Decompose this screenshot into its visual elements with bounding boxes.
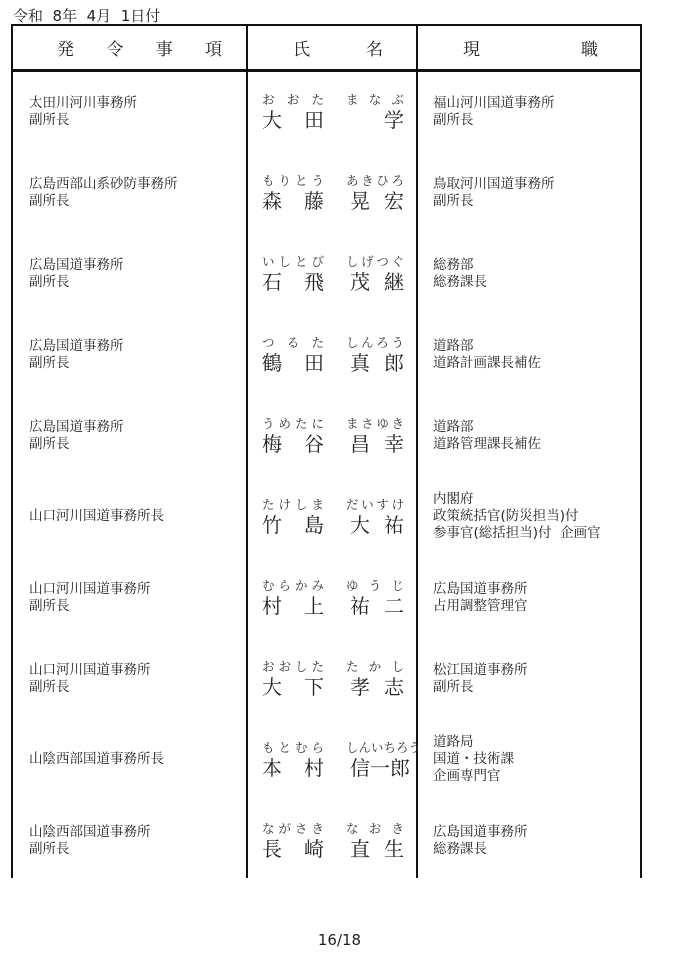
kana-surname: ながさき [262, 820, 324, 836]
page-number: 16/18 [317, 931, 362, 949]
current-position-line: 副所長 [433, 192, 474, 209]
appointment-cell [29, 395, 239, 476]
name-cell [262, 314, 404, 395]
name-surname: 梅谷 [262, 431, 324, 456]
kana-given-name: まなぶ [346, 91, 404, 107]
name-reading [262, 416, 404, 432]
header-char: 氏 [293, 40, 310, 60]
current-position-line: 国道・技術課 [433, 751, 514, 767]
person-name [262, 675, 404, 699]
header-char: 項 [204, 40, 222, 60]
current-position-cell [433, 152, 638, 233]
header-char: 名 [366, 40, 383, 60]
appointment-line: 副所長 [29, 273, 70, 290]
person-name [262, 108, 404, 132]
name-surname: 本村 [262, 755, 324, 780]
person-name [262, 189, 404, 213]
current-position-line: 総務課長 [433, 273, 487, 290]
name-surname: 鶴田 [262, 350, 324, 375]
name-reading [262, 92, 404, 108]
current-position-line: 福山河川国道事務所 [433, 94, 555, 111]
header-current-position [463, 26, 598, 69]
name-given-name: 学 [384, 107, 404, 132]
name-given-name: 大祐 [350, 512, 404, 537]
kana-given-name: まさゆき [346, 415, 404, 431]
appointment-cell [29, 71, 239, 152]
appointment-line: 広島国道事務所 [29, 418, 124, 435]
appointment-line: 太田川河川事務所 [29, 94, 137, 111]
name-surname: 竹島 [262, 512, 324, 537]
current-position-line: 副所長 [433, 111, 474, 128]
kana-surname: おおた [262, 91, 324, 107]
current-position-line: 占用調整管理官 [433, 597, 528, 614]
current-position-cell [433, 233, 638, 314]
kana-given-name: あきひろ [346, 172, 404, 188]
table-row [13, 557, 640, 638]
kana-given-name: ゆうじ [346, 577, 404, 593]
name-given-name: 晃宏 [350, 188, 404, 213]
appointment-cell [29, 638, 239, 719]
table-header [13, 26, 640, 72]
name-cell [262, 233, 404, 314]
table-row [13, 314, 640, 395]
kana-given-name: しげつぐ [346, 253, 404, 269]
appointment-cell [29, 476, 239, 557]
name-cell [262, 557, 404, 638]
name-cell [262, 71, 404, 152]
appointment-line: 山口河川国道事務所 [29, 661, 151, 678]
appointment-cell [29, 314, 239, 395]
name-reading [262, 578, 404, 594]
kana-surname: つるた [262, 334, 324, 350]
appointment-cell [29, 233, 239, 314]
name-given-name: 真郎 [350, 350, 404, 375]
header-appointment [57, 26, 222, 69]
name-surname: 森藤 [262, 188, 324, 213]
current-position-line: 企画専門官 [433, 768, 501, 784]
current-position-cell [433, 800, 638, 881]
kana-given-name: しんろう [346, 334, 404, 350]
appointment-line: 副所長 [29, 678, 70, 695]
person-name [262, 351, 404, 375]
appointment-cell [29, 557, 239, 638]
name-reading [262, 497, 404, 513]
header-char: 現 [463, 40, 480, 60]
table-row [13, 395, 640, 476]
table-row [13, 800, 640, 881]
header-char: 発 [57, 40, 74, 60]
table-row [13, 719, 640, 800]
name-reading [262, 821, 404, 837]
kana-surname: もりとう [262, 172, 324, 188]
name-given-name: 孝志 [350, 674, 404, 699]
name-surname: 村上 [262, 593, 324, 618]
current-position-line: 松江国道事務所 [433, 661, 528, 678]
header-char: 職 [581, 40, 598, 60]
appointment-line: 広島国道事務所 [29, 256, 124, 273]
table-row [13, 233, 640, 314]
name-given-name: 祐二 [350, 593, 404, 618]
current-position-cell [433, 71, 638, 152]
current-position-line: 道路局 [433, 734, 474, 750]
name-cell [262, 638, 404, 719]
appointment-cell [29, 719, 239, 800]
appointment-line: 広島西部山系砂防事務所 [29, 175, 178, 192]
name-reading [262, 335, 404, 351]
name-cell [262, 152, 404, 233]
current-position-line: 道路計画課長補佐 [433, 354, 541, 371]
current-position-cell [433, 314, 638, 395]
name-surname: 大田 [262, 107, 324, 132]
name-cell [262, 476, 404, 557]
person-name [262, 432, 404, 456]
person-name [262, 594, 404, 618]
name-reading [262, 173, 404, 189]
current-position-line: 広島国道事務所 [433, 580, 528, 597]
header-char: 令 [106, 40, 124, 60]
appointment-line: 山口河川国道事務所長 [29, 508, 164, 524]
name-surname: 長崎 [262, 836, 324, 861]
current-position-line: 内閣府 [433, 491, 474, 507]
table-row [13, 71, 640, 152]
name-cell [262, 719, 422, 800]
current-position-line: 政策統括官(防災担当)付 [433, 508, 579, 524]
current-position-line: 副所長 [433, 678, 474, 695]
name-reading [262, 254, 404, 270]
current-position-line: 参事官(総括担当)付 企画官 [433, 525, 601, 541]
appointment-line: 山陰西部国道事務所長 [29, 751, 164, 767]
name-surname: 大下 [262, 674, 324, 699]
kana-surname: うめたに [262, 415, 324, 431]
current-position-line: 道路部 [433, 337, 474, 354]
personnel-table [11, 24, 642, 878]
current-position-cell [433, 557, 638, 638]
current-position-cell [433, 476, 638, 557]
current-position-cell [433, 638, 638, 719]
table-row [13, 476, 640, 557]
name-reading [262, 659, 404, 675]
name-reading [262, 739, 422, 756]
kana-surname: いしとび [262, 253, 324, 269]
header-char: 事 [155, 40, 173, 60]
kana-given-name: しんいちろう [346, 739, 422, 755]
appointment-line: 山口河川国道事務所 [29, 580, 151, 597]
current-position-line: 総務課長 [433, 840, 487, 857]
current-position-line: 鳥取河川国道事務所 [433, 175, 555, 192]
name-given-name: 直生 [350, 836, 404, 861]
current-position-cell [433, 719, 638, 800]
name-given-name: 茂継 [350, 269, 404, 294]
kana-surname: むらかみ [262, 577, 324, 593]
appointment-cell [29, 800, 239, 881]
header-name [293, 26, 383, 69]
name-cell [262, 800, 404, 881]
appointment-line: 副所長 [29, 597, 70, 614]
person-name [262, 837, 404, 861]
current-position-line: 総務部 [433, 256, 474, 273]
person-name [262, 513, 404, 537]
appointment-line: 副所長 [29, 192, 70, 209]
person-name [262, 755, 410, 780]
appointment-line: 山陰西部国道事務所 [29, 823, 151, 840]
issue-date: 令和 8年 4月 1日付 [13, 7, 161, 25]
kana-surname: おおした [262, 658, 324, 674]
kana-given-name: たかし [346, 658, 404, 674]
kana-surname: たけしま [262, 496, 324, 512]
table-row [13, 638, 640, 719]
table-row [13, 152, 640, 233]
current-position-cell [433, 395, 638, 476]
name-surname: 石飛 [262, 269, 324, 294]
person-name [262, 270, 404, 294]
name-given-name: 信一郎 [350, 755, 410, 780]
appointment-line: 副所長 [29, 435, 70, 452]
appointment-line: 副所長 [29, 840, 70, 857]
appointment-line: 広島国道事務所 [29, 337, 124, 354]
name-given-name: 昌幸 [350, 431, 404, 456]
kana-given-name: だいすけ [346, 496, 404, 512]
appointment-line: 副所長 [29, 354, 70, 371]
kana-surname: もとむら [262, 739, 324, 755]
kana-given-name: なおき [346, 820, 404, 836]
current-position-line: 広島国道事務所 [433, 823, 528, 840]
current-position-line: 道路部 [433, 418, 474, 435]
appointment-line: 副所長 [29, 111, 70, 128]
appointment-cell [29, 152, 239, 233]
current-position-line: 道路管理課長補佐 [433, 435, 541, 452]
name-cell [262, 395, 404, 476]
